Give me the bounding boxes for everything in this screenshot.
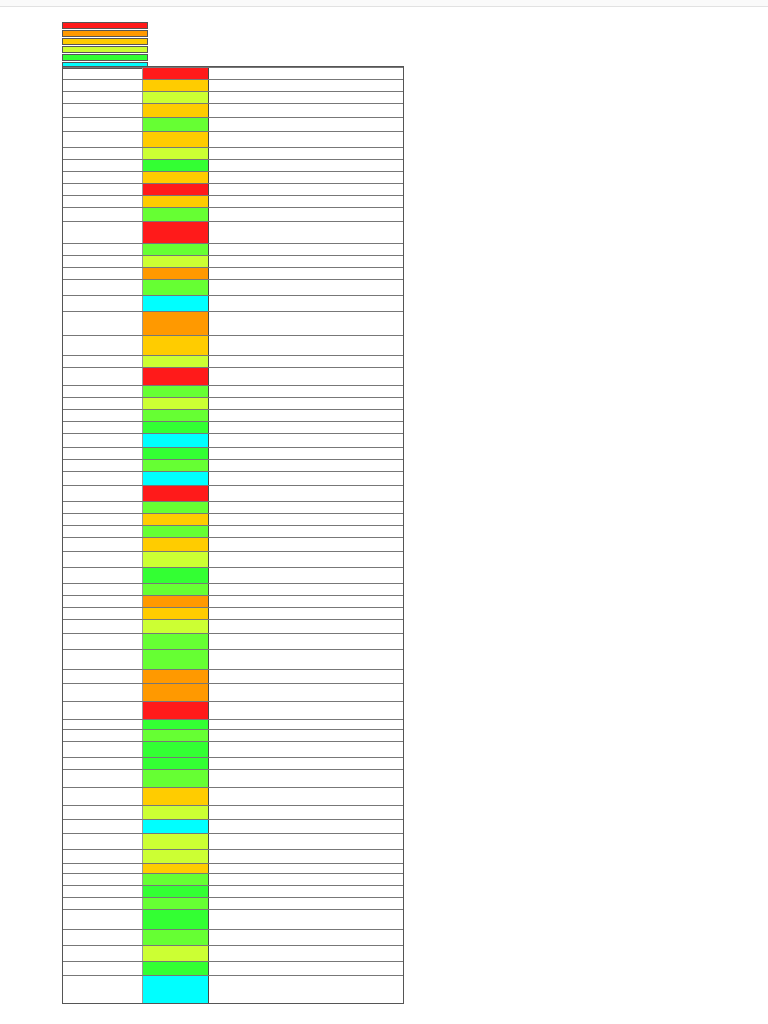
table-row bbox=[63, 863, 403, 873]
row-description-cell bbox=[209, 538, 403, 551]
row-description-cell bbox=[209, 196, 403, 207]
row-description-cell bbox=[209, 502, 403, 513]
status-badge bbox=[143, 910, 209, 929]
row-description-cell bbox=[209, 946, 403, 961]
table-row bbox=[63, 945, 403, 961]
row-name-cell bbox=[63, 132, 143, 147]
row-name-cell bbox=[63, 172, 143, 183]
row-description-cell bbox=[209, 118, 403, 131]
row-description-cell bbox=[209, 650, 403, 669]
row-name-cell bbox=[63, 742, 143, 757]
table-row bbox=[63, 619, 403, 633]
status-badge bbox=[143, 976, 209, 1004]
table-row bbox=[63, 595, 403, 607]
status-table bbox=[62, 66, 404, 1004]
table-row bbox=[63, 819, 403, 833]
row-name-cell bbox=[63, 584, 143, 595]
row-description-cell bbox=[209, 930, 403, 945]
row-description-cell bbox=[209, 864, 403, 873]
row-description-cell bbox=[209, 410, 403, 421]
table-row bbox=[63, 873, 403, 885]
status-badge bbox=[143, 196, 209, 207]
status-badge bbox=[143, 336, 209, 355]
status-badge bbox=[143, 720, 209, 729]
row-name-cell bbox=[63, 770, 143, 787]
table-row bbox=[63, 929, 403, 945]
row-description-cell bbox=[209, 834, 403, 849]
status-badge bbox=[143, 486, 209, 501]
row-name-cell bbox=[63, 280, 143, 295]
table-row bbox=[63, 447, 403, 459]
row-description-cell bbox=[209, 222, 403, 243]
status-badge bbox=[143, 758, 209, 769]
legend-item bbox=[62, 38, 148, 45]
status-badge bbox=[143, 502, 209, 513]
row-name-cell bbox=[63, 196, 143, 207]
status-badge bbox=[143, 448, 209, 459]
table-row bbox=[63, 311, 403, 335]
row-name-cell bbox=[63, 526, 143, 537]
row-description-cell bbox=[209, 552, 403, 567]
table-row bbox=[63, 367, 403, 385]
table-row bbox=[63, 961, 403, 975]
status-badge bbox=[143, 434, 209, 447]
status-badge bbox=[143, 820, 209, 833]
row-name-cell bbox=[63, 398, 143, 409]
row-name-cell bbox=[63, 946, 143, 961]
footnote bbox=[62, 1008, 406, 1022]
status-badge bbox=[143, 132, 209, 147]
table-row bbox=[63, 147, 403, 159]
status-badge bbox=[143, 650, 209, 669]
table-row bbox=[63, 769, 403, 787]
table-row bbox=[63, 607, 403, 619]
table-row bbox=[63, 221, 403, 243]
row-name-cell bbox=[63, 502, 143, 513]
row-description-cell bbox=[209, 92, 403, 103]
status-badge bbox=[143, 244, 209, 255]
row-name-cell bbox=[63, 806, 143, 819]
table-row bbox=[63, 501, 403, 513]
status-badge bbox=[143, 410, 209, 421]
row-name-cell bbox=[63, 850, 143, 863]
status-badge bbox=[143, 874, 209, 885]
table-row bbox=[63, 195, 403, 207]
status-badge bbox=[143, 552, 209, 567]
row-name-cell bbox=[63, 702, 143, 719]
row-description-cell bbox=[209, 368, 403, 385]
status-badge bbox=[143, 806, 209, 819]
table-row bbox=[63, 683, 403, 701]
status-badge bbox=[143, 184, 209, 195]
row-name-cell bbox=[63, 898, 143, 909]
status-badge bbox=[143, 538, 209, 551]
row-name-cell bbox=[63, 368, 143, 385]
row-name-cell bbox=[63, 568, 143, 583]
row-name-cell bbox=[63, 80, 143, 91]
row-description-cell bbox=[209, 702, 403, 719]
table-row bbox=[63, 729, 403, 741]
row-name-cell bbox=[63, 538, 143, 551]
status-badge bbox=[143, 148, 209, 159]
status-badge bbox=[143, 280, 209, 295]
status-badge bbox=[143, 368, 209, 385]
table-row bbox=[63, 975, 403, 1004]
row-name-cell bbox=[63, 608, 143, 619]
row-name-cell bbox=[63, 356, 143, 367]
table-row bbox=[63, 409, 403, 421]
status-badge bbox=[143, 460, 209, 471]
intro-paragraph bbox=[62, 48, 406, 66]
row-name-cell bbox=[63, 244, 143, 255]
row-description-cell bbox=[209, 184, 403, 195]
row-name-cell bbox=[63, 118, 143, 131]
row-name-cell bbox=[63, 268, 143, 279]
table-row bbox=[63, 433, 403, 447]
status-badge bbox=[143, 398, 209, 409]
row-name-cell bbox=[63, 634, 143, 649]
row-description-cell bbox=[209, 398, 403, 409]
status-badge bbox=[143, 850, 209, 863]
row-name-cell bbox=[63, 552, 143, 567]
table-row bbox=[63, 897, 403, 909]
status-badge bbox=[143, 596, 209, 607]
table-row bbox=[63, 719, 403, 729]
status-badge bbox=[143, 670, 209, 683]
row-name-cell bbox=[63, 486, 143, 501]
row-description-cell bbox=[209, 448, 403, 459]
row-name-cell bbox=[63, 720, 143, 729]
row-name-cell bbox=[63, 976, 143, 1004]
row-name-cell bbox=[63, 596, 143, 607]
status-badge bbox=[143, 834, 209, 849]
row-name-cell bbox=[63, 730, 143, 741]
table-row bbox=[63, 525, 403, 537]
legend-item bbox=[62, 30, 148, 37]
row-name-cell bbox=[63, 296, 143, 311]
row-name-cell bbox=[63, 886, 143, 897]
row-description-cell bbox=[209, 608, 403, 619]
status-badge bbox=[143, 514, 209, 525]
row-name-cell bbox=[63, 336, 143, 355]
row-name-cell bbox=[63, 410, 143, 421]
status-badge bbox=[143, 422, 209, 433]
table-row bbox=[63, 279, 403, 295]
row-name-cell bbox=[63, 874, 143, 885]
row-name-cell bbox=[63, 620, 143, 633]
status-badge bbox=[143, 268, 209, 279]
status-badge bbox=[143, 730, 209, 741]
table-row bbox=[63, 649, 403, 669]
row-description-cell bbox=[209, 874, 403, 885]
row-name-cell bbox=[63, 864, 143, 873]
table-row bbox=[63, 255, 403, 267]
status-badge bbox=[143, 296, 209, 311]
row-name-cell bbox=[63, 834, 143, 849]
status-badge bbox=[143, 568, 209, 583]
table-row bbox=[63, 551, 403, 567]
status-badge bbox=[143, 80, 209, 91]
row-name-cell bbox=[63, 650, 143, 669]
table-row bbox=[63, 103, 403, 117]
status-badge bbox=[143, 898, 209, 909]
status-badge bbox=[143, 634, 209, 649]
table-row bbox=[63, 397, 403, 409]
status-badge bbox=[143, 160, 209, 171]
status-badge bbox=[143, 864, 209, 873]
row-description-cell bbox=[209, 770, 403, 787]
table-row bbox=[63, 335, 403, 355]
table-row bbox=[63, 513, 403, 525]
row-name-cell bbox=[63, 820, 143, 833]
table-row bbox=[63, 537, 403, 551]
row-description-cell bbox=[209, 730, 403, 741]
row-name-cell bbox=[63, 222, 143, 243]
table-row bbox=[63, 267, 403, 279]
table-row bbox=[63, 117, 403, 131]
table-row bbox=[63, 567, 403, 583]
table-row bbox=[63, 171, 403, 183]
table-row bbox=[63, 459, 403, 471]
table-row bbox=[63, 385, 403, 397]
row-description-cell bbox=[209, 684, 403, 701]
row-name-cell bbox=[63, 160, 143, 171]
row-description-cell bbox=[209, 634, 403, 649]
row-name-cell bbox=[63, 184, 143, 195]
row-name-cell bbox=[63, 208, 143, 221]
row-description-cell bbox=[209, 256, 403, 267]
row-description-cell bbox=[209, 434, 403, 447]
table-row bbox=[63, 485, 403, 501]
table-row bbox=[63, 355, 403, 367]
table-row bbox=[63, 669, 403, 683]
row-name-cell bbox=[63, 434, 143, 447]
status-badge bbox=[143, 312, 209, 335]
table-row bbox=[63, 633, 403, 649]
status-badge bbox=[143, 788, 209, 805]
row-name-cell bbox=[63, 788, 143, 805]
status-badge bbox=[143, 608, 209, 619]
status-badge bbox=[143, 584, 209, 595]
table-row bbox=[63, 471, 403, 485]
table-row bbox=[63, 421, 403, 433]
table-row bbox=[63, 885, 403, 897]
table-row bbox=[63, 909, 403, 929]
status-badge bbox=[143, 526, 209, 537]
row-name-cell bbox=[63, 460, 143, 471]
status-badge bbox=[143, 222, 209, 243]
row-description-cell bbox=[209, 386, 403, 397]
table-row bbox=[63, 159, 403, 171]
status-badge bbox=[143, 930, 209, 945]
row-name-cell bbox=[63, 670, 143, 683]
row-description-cell bbox=[209, 80, 403, 91]
status-badge bbox=[143, 886, 209, 897]
status-badge bbox=[143, 770, 209, 787]
row-name-cell bbox=[63, 962, 143, 975]
row-name-cell bbox=[63, 448, 143, 459]
row-description-cell bbox=[209, 514, 403, 525]
table-row bbox=[63, 805, 403, 819]
row-description-cell bbox=[209, 160, 403, 171]
table-row bbox=[63, 131, 403, 147]
row-description-cell bbox=[209, 670, 403, 683]
row-name-cell bbox=[63, 312, 143, 335]
row-description-cell bbox=[209, 526, 403, 537]
row-description-cell bbox=[209, 356, 403, 367]
row-description-cell bbox=[209, 472, 403, 485]
row-description-cell bbox=[209, 296, 403, 311]
row-description-cell bbox=[209, 806, 403, 819]
status-badge bbox=[143, 92, 209, 103]
row-description-cell bbox=[209, 962, 403, 975]
table-row bbox=[63, 67, 403, 79]
row-description-cell bbox=[209, 976, 403, 1004]
row-description-cell bbox=[209, 132, 403, 147]
row-name-cell bbox=[63, 386, 143, 397]
row-description-cell bbox=[209, 172, 403, 183]
table-row bbox=[63, 91, 403, 103]
status-badge bbox=[143, 742, 209, 757]
status-badge bbox=[143, 472, 209, 485]
row-description-cell bbox=[209, 596, 403, 607]
row-description-cell bbox=[209, 886, 403, 897]
status-badge bbox=[143, 104, 209, 117]
status-badge bbox=[143, 386, 209, 397]
row-description-cell bbox=[209, 486, 403, 501]
table-row bbox=[63, 295, 403, 311]
table-row bbox=[63, 741, 403, 757]
table-row bbox=[63, 849, 403, 863]
row-description-cell bbox=[209, 148, 403, 159]
row-description-cell bbox=[209, 208, 403, 221]
table-row bbox=[63, 833, 403, 849]
row-description-cell bbox=[209, 268, 403, 279]
table-row bbox=[63, 787, 403, 805]
row-name-cell bbox=[63, 472, 143, 485]
row-name-cell bbox=[63, 514, 143, 525]
row-name-cell bbox=[63, 92, 143, 103]
table-row bbox=[63, 583, 403, 595]
viewer-top-bar bbox=[0, 0, 768, 7]
row-description-cell bbox=[209, 910, 403, 929]
row-description-cell bbox=[209, 898, 403, 909]
legend-item bbox=[62, 22, 148, 29]
table-row bbox=[63, 207, 403, 221]
row-description-cell bbox=[209, 820, 403, 833]
row-name-cell bbox=[63, 758, 143, 769]
table-row bbox=[63, 183, 403, 195]
status-badge bbox=[143, 356, 209, 367]
status-badge bbox=[143, 620, 209, 633]
row-description-cell bbox=[209, 244, 403, 255]
row-description-cell bbox=[209, 620, 403, 633]
row-name-cell bbox=[63, 256, 143, 267]
row-description-cell bbox=[209, 788, 403, 805]
status-badge bbox=[143, 208, 209, 221]
row-description-cell bbox=[209, 312, 403, 335]
row-name-cell bbox=[63, 684, 143, 701]
row-description-cell bbox=[209, 584, 403, 595]
row-description-cell bbox=[209, 422, 403, 433]
table-row bbox=[63, 757, 403, 769]
row-description-cell bbox=[209, 104, 403, 117]
row-description-cell bbox=[209, 850, 403, 863]
status-badge bbox=[143, 962, 209, 975]
status-badge bbox=[143, 946, 209, 961]
status-badge bbox=[143, 172, 209, 183]
page-title bbox=[62, 8, 362, 18]
row-description-cell bbox=[209, 68, 403, 79]
row-description-cell bbox=[209, 280, 403, 295]
row-name-cell bbox=[63, 930, 143, 945]
row-name-cell bbox=[63, 68, 143, 79]
row-description-cell bbox=[209, 758, 403, 769]
row-name-cell bbox=[63, 104, 143, 117]
row-name-cell bbox=[63, 910, 143, 929]
status-badge bbox=[143, 256, 209, 267]
row-description-cell bbox=[209, 742, 403, 757]
row-name-cell bbox=[63, 148, 143, 159]
table-row bbox=[63, 701, 403, 719]
row-name-cell bbox=[63, 422, 143, 433]
status-badge bbox=[143, 684, 209, 701]
status-badge bbox=[143, 702, 209, 719]
table-row bbox=[63, 79, 403, 91]
table-row bbox=[63, 243, 403, 255]
row-description-cell bbox=[209, 568, 403, 583]
row-description-cell bbox=[209, 460, 403, 471]
row-description-cell bbox=[209, 336, 403, 355]
status-badge bbox=[143, 118, 209, 131]
row-description-cell bbox=[209, 720, 403, 729]
status-badge bbox=[143, 68, 209, 79]
